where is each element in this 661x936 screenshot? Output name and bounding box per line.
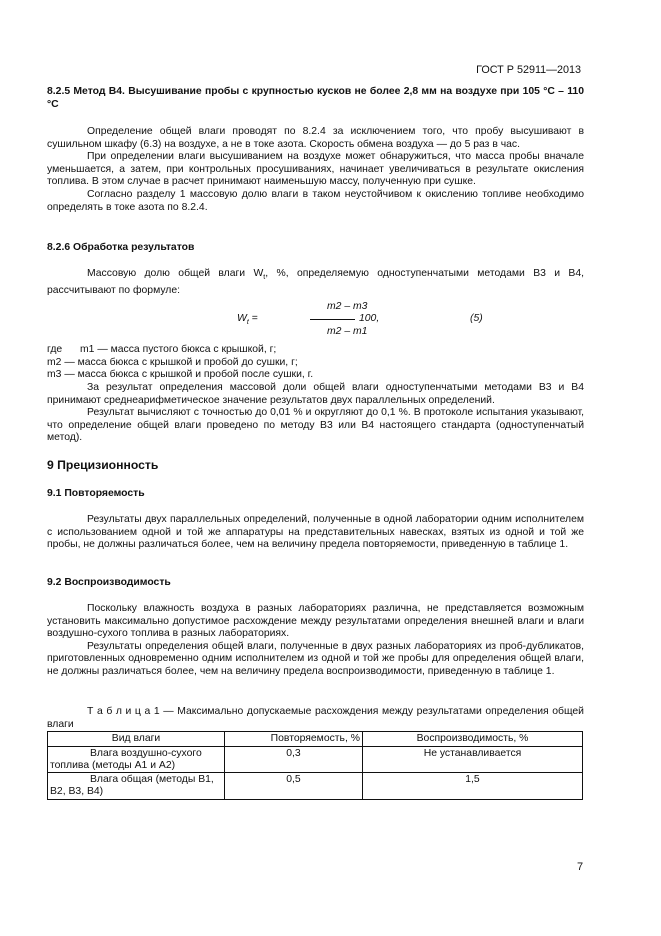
formula-multiplier: 100, <box>359 313 380 324</box>
section-9-1-heading: 9.1 Повторяемость <box>47 488 145 499</box>
section-9-heading: 9 Прецизионность <box>47 458 159 472</box>
column-header: Вид влаги <box>48 732 225 747</box>
formula-numerator: m2 – m3 <box>327 301 368 312</box>
table-cell: Влага воздушно-сухого топлива (методы А1 и А2) <box>48 746 225 773</box>
formula-5 <box>47 298 584 338</box>
table-cell: 0,3 <box>225 746 363 773</box>
section-8-2-5-heading: 8.2.5 Метод В4. Высушивание пробы с крупностью кусков не более 2,8 мм на воздухе при 105 °С – 110 °С <box>47 86 584 110</box>
paragraph: Согласно разделу 1 массовую долю влаги в таком неустойчивом к окислению топливе необходимо определять в токе азота по 8.2.4. <box>47 188 584 213</box>
table-row <box>48 773 583 800</box>
paragraph <box>47 268 584 297</box>
text: , %, определяемую одноступенчатыми методами В3 и В4, рассчитывают по формуле: <box>47 268 585 296</box>
table-cell: 1,5 <box>363 773 583 800</box>
section-9-2-body <box>47 603 584 679</box>
paragraph: Определение общей влаги проводят по 8.2.4 за исключением того, что пробу высушивают в сушильном шкафу (6.3) на воздухе, а не в токе азота. Скорость обмена воздуха — до 5 раз в час. <box>47 126 584 150</box>
table-row <box>48 746 583 773</box>
table-cell: Влага общая (методы В1, В2, В3, В4) <box>48 773 225 800</box>
section-8-2-6-intro <box>47 268 584 297</box>
column-header: Повторяемость, % <box>225 732 363 747</box>
table-1 <box>47 731 583 800</box>
formula-legend <box>47 344 584 382</box>
section-8-2-6-body <box>47 382 584 445</box>
table-1-caption <box>47 706 584 731</box>
legend-line-m2: m2 — масса бюкса с крышкой и пробой до сушки, г; <box>47 356 298 368</box>
paragraph: Результат вычисляют с точностью до 0,01 % и округляют до 0,1 %. В протоколе испытания указывают, что определение общей влаги проведено по методу В3 или В4 настоящего стандарта (одноступенчатый метод). <box>47 407 584 444</box>
formula-denominator: m2 – m1 <box>327 326 368 337</box>
subscript: t <box>263 274 266 282</box>
section-8-2-5-body <box>47 126 584 214</box>
table-cell: 0,5 <box>225 773 363 800</box>
table-header-row <box>48 732 583 747</box>
paragraph: Результаты определения общей влаги, полученные в двух разных лабораториях из проб-дубликатов, приготовленных одновременно одним исполнителем из одной и той же пробы для определения общей влаги, не должны различаться более, чем на величину предела воспроизводимости, приведенную в таблице 1. <box>47 640 584 677</box>
section-8-2-6-heading: 8.2.6 Обработка результатов <box>47 242 195 253</box>
legend-line-m1: где m1 — масса пустого бюкса с крышкой, г; <box>47 344 277 355</box>
equation-number: (5) <box>470 313 483 324</box>
paragraph: Поскольку влажность воздуха в разных лабораториях различна, не представляется возможным установить максимально допустимое расхождение между результатами определения внешней влаги и влаги воздушно-сухого топлива в разных лабораториях. <box>47 603 584 640</box>
fraction-line <box>310 319 355 320</box>
table-cell: Не устанавливается <box>363 746 583 773</box>
text: Массовую долю общей влаги W <box>87 268 264 279</box>
caption-text: Т а б л и ц а 1 — Максимально допускаемые расхождения между результатами определения общей влаги <box>47 706 584 730</box>
paragraph: Результаты двух параллельных определений, полученные в одной лаборатории одним исполнителем с использованием одной и той же аппаратуры на представительных навесках, взятых из одной и той же пробы, не должны различаться более, чем на величину предела повторяемости, приведенную в таблице 1. <box>47 514 584 551</box>
standard-number: ГОСТ Р 52911—2013 <box>476 64 581 76</box>
paragraph: При определении влаги высушиванием на воздухе может обнаружиться, что масса пробы вначале уменьшается, а затем, при контрольных просушиваниях, начинает увеличиваться в результате окисления топлива. В этом случае в расчет принимают наименьшую массу, полученную при сушке. <box>47 151 584 188</box>
formula-lhs: $W_t$ = <box>237 313 258 327</box>
paragraph: За результат определения массовой доли общей влаги одноступенчатыми методами В3 и В4 принимают среднеарифметическое значение результатов двух параллельных определений. <box>47 382 584 406</box>
page-number: 7 <box>577 861 584 873</box>
section-9-2-heading: 9.2 Воспроизводимость <box>47 577 171 588</box>
section-9-1-body <box>47 514 584 552</box>
legend-line-m3: m3 — масса бюкса с крышкой и пробой после сушки, г. <box>47 369 314 381</box>
column-header: Воспроизводимость, % <box>363 732 583 747</box>
